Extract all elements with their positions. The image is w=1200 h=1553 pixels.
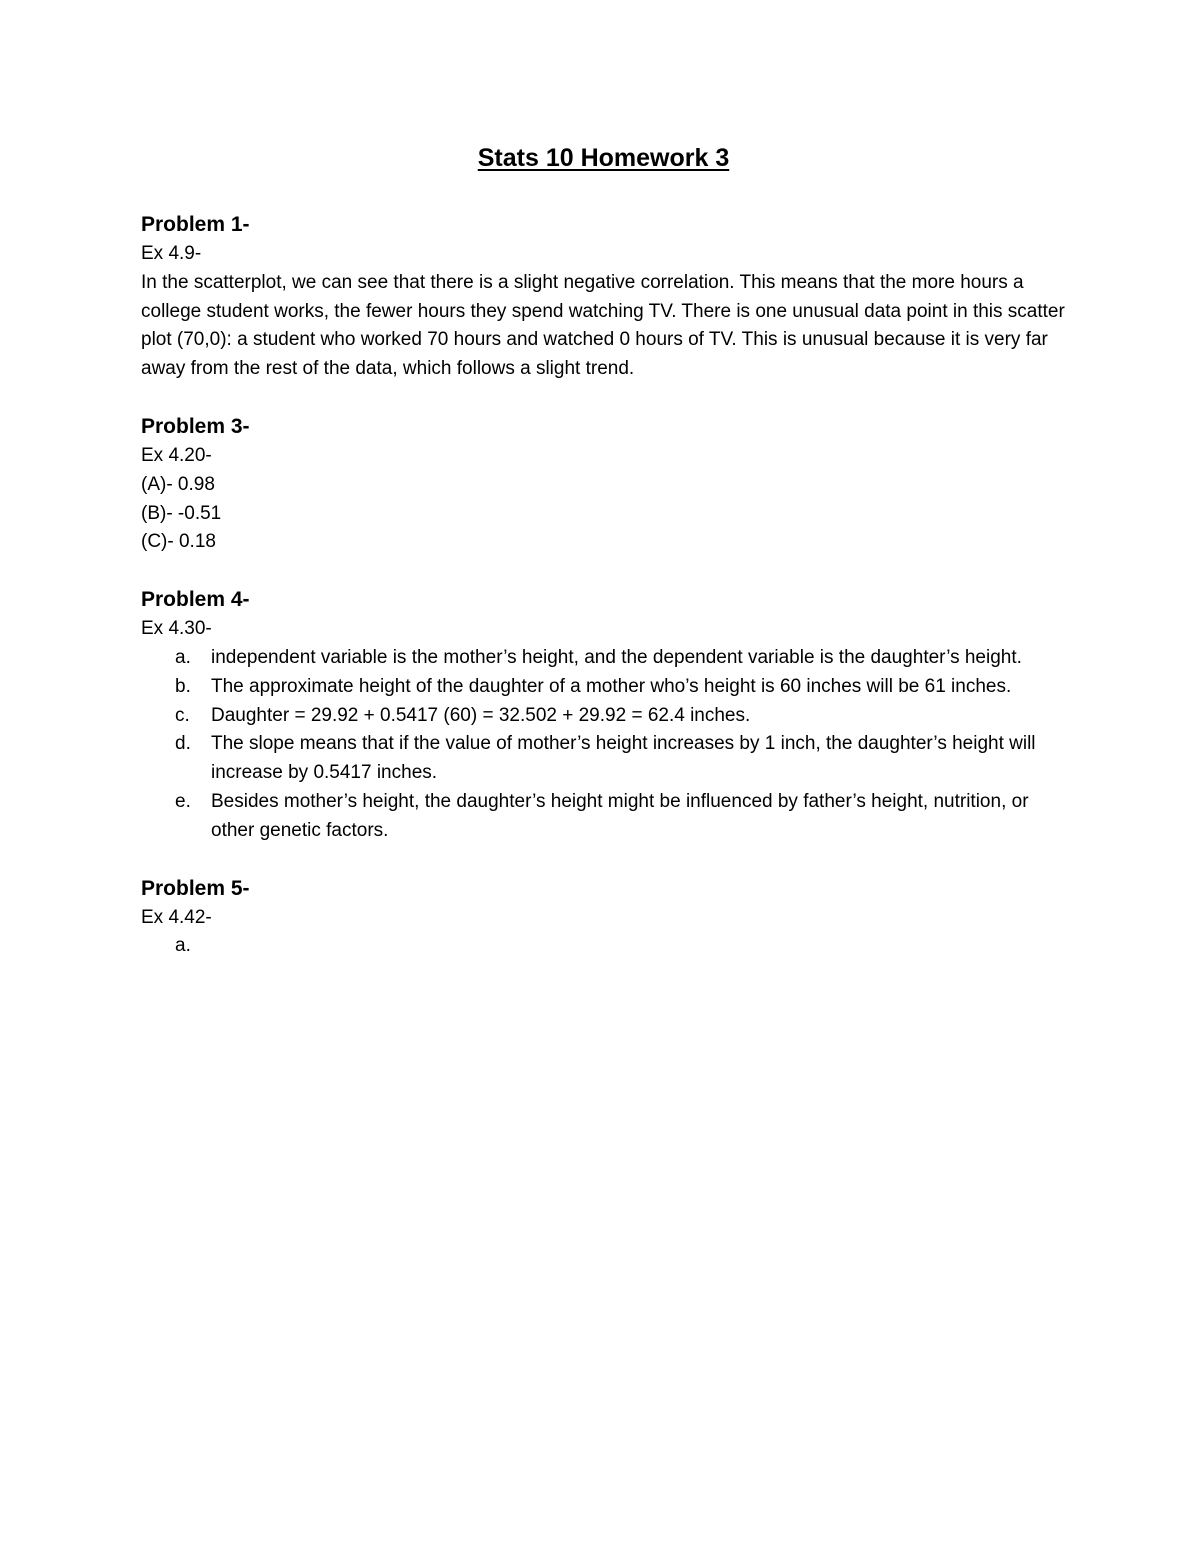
list-item-text: Daughter = 29.92 + 0.5417 (60) = 32.502 + 29.92 = 62.4 inches.	[211, 704, 751, 726]
list-item-text: Besides mother’s height, the daughter’s height might be influenced by father’s height, nutrition, or other genetic factors.	[211, 790, 1029, 841]
problem-3-answer-c: (C)- 0.18	[141, 531, 216, 553]
list-marker: a.	[175, 646, 191, 668]
problem-3-answer-a: (A)- 0.98	[141, 473, 215, 495]
problem-3-exercise: Ex 4.20-	[141, 444, 212, 466]
problem-4-heading: Problem 4-	[141, 588, 250, 612]
list-marker: a.	[175, 935, 191, 957]
list-item-text: independent variable is the mother’s height, and the dependent variable is the daughter’s height.	[211, 646, 1022, 668]
problem-5-exercise: Ex 4.42-	[141, 906, 212, 928]
list-item	[141, 673, 1056, 702]
list-item-text: The approximate height of the daughter of a mother who’s height is 60 inches will be 61 inches.	[211, 675, 1012, 697]
document-title: Stats 10 Homework 3	[477, 144, 730, 172]
list-marker: c.	[175, 704, 190, 726]
problem-5-answer-list	[141, 932, 1066, 961]
list-marker: e.	[175, 790, 191, 812]
problem-1-answer: In the scatterplot, we can see that there is a slight negative correlation. This means that the more hours a college student works, the fewer hours they spend watching TV. There is one unusual data point in this scatter plot (70,0): a student who worked 70 hours and watched 0 hours of TV. This is unusual because it is very far away from the rest of the data, which follows a slight trend.	[141, 271, 1065, 380]
problem-4-exercise: Ex 4.30-	[141, 618, 212, 640]
problem-3-section	[141, 412, 1066, 557]
problem-1-heading: Problem 1-	[141, 213, 250, 236]
problem-1-section	[141, 210, 1066, 384]
list-marker: d.	[175, 733, 191, 755]
list-item	[141, 932, 1056, 961]
problem-3-heading: Problem 3-	[141, 414, 250, 438]
list-item	[141, 702, 1056, 731]
list-item-text: The slope means that if the value of mother’s height increases by 1 inch, the daughter’s height will increase by 0.5417 inches.	[211, 733, 1036, 784]
list-item	[141, 788, 1056, 846]
list-item	[141, 644, 1056, 673]
list-item	[141, 730, 1056, 788]
problem-4-answer-list	[141, 644, 1066, 846]
document-body	[141, 138, 1066, 989]
problem-5-heading: Problem 5-	[141, 876, 250, 900]
list-marker: b.	[175, 675, 191, 697]
problem-1-exercise: Ex 4.9-	[141, 243, 202, 264]
problem-3-answer-b: (B)- -0.51	[141, 502, 222, 524]
problem-4-section	[141, 585, 1066, 845]
problem-5-section	[141, 874, 1066, 962]
